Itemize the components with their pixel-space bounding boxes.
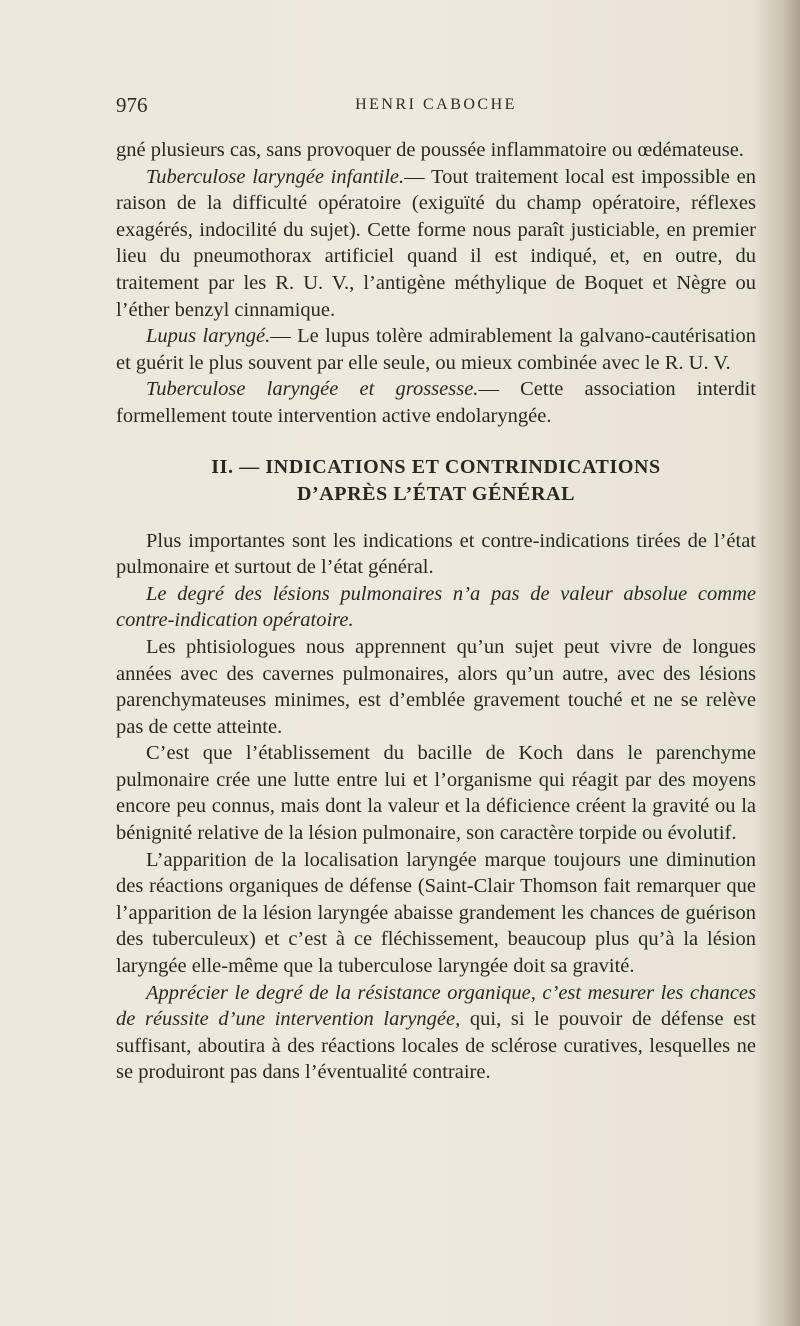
paragraph-text: C’est que l’établissement du bacille de Koch dans le parenchyme pulmonaire crée une lutte entre lui et l’organisme qui réagit par des moyens encore peu connus, mais dont la valeur et la déficience créent la gravité ou la bénignité relative de la lésion pulmonaire, son caractère torpide ou évolutif. [116, 742, 756, 845]
paragraph-text: Les phtisiologues nous apprennent qu’un sujet peut vivre de longues années avec des cavernes pulmonaires, alors qu’un autre, avec des lésions parenchymateuses minimes, est d’emblée gravement touché et ne se relève pas de cette atteinte. [116, 635, 756, 738]
paragraph-lead-italic: Lupus laryngé. [146, 325, 271, 348]
paragraph-text: — Le lupus tolère admirablement la galvano-cautérisation et guérit le plus souvent par elle seule, ou mieux combinée avec le R. U. V. [116, 325, 756, 374]
section-title-line: D’APRÈS L’ÉTAT GÉNÉRAL [296, 482, 576, 505]
paragraph-pulmonary-lesions [116, 581, 756, 634]
paragraph-continued [116, 137, 756, 164]
paragraph-text: — Tout traitement local est impossible en raison de la difficulté opératoire (exiguïté du champ opératoire, réflexes exagérés, indocilité du sujet). Cette forme nous paraît justiciable, en premier lieu du pneumothorax artificiel quand il est indiqué, et, en outre, du traitement par les R. U. V., l’antigène méthylique de Boquet et Nègre ou l’éther benzyl cinnamique. [116, 165, 756, 321]
paragraph-pregnancy [116, 376, 756, 429]
paragraph-koch-bacillus [116, 740, 756, 846]
paragraph-text: Plus importantes sont les indications et contre-indications tirées de l’état pulmonaire et surtout de l’état général. [116, 529, 756, 579]
section-title-line: II. — INDICATIONS ET CONTRINDICATIONS [211, 455, 661, 478]
paragraph-text: gné plusieurs cas, sans provoquer de poussée inflammatoire ou œdémateuse. [116, 139, 744, 161]
paragraph-text: L’apparition de la localisation laryngée marque toujours une diminution des réactions organiques de défense (Saint-Clair Thomson fait remarquer que l’apparition de la lésion laryngée abaisse grandement les chances de guérison des tuberculeux) et c’est à ce fléchissement, beaucoup plus qu’à la lésion laryngée elle-même que la tuberculose laryngée doit sa gravité. [116, 848, 756, 978]
paragraph-italic: Le degré des lésions pulmonaires n’a pas de valeur absolue comme contre-indication opératoire. [116, 582, 756, 632]
paragraph-laryngeal-lupus [116, 323, 756, 376]
page-number: 976 [116, 93, 148, 117]
page-header [116, 93, 756, 123]
paragraph-indications [116, 528, 756, 581]
section-title [116, 430, 756, 528]
paragraph-organic-resistance [116, 980, 756, 1086]
paragraph-phthisiologists [116, 634, 756, 740]
paragraph-laryngeal-localisation [116, 847, 756, 980]
paragraph-text: qui, si le pouvoir de défense est suffisant, aboutira à des réactions locales de sclérose curatives, lesquelles ne se produiront pas dans l’éventualité contraire. [116, 1008, 756, 1084]
paragraph-lead-italic: Tuberculose laryngée et grossesse. [146, 378, 479, 401]
paragraph-infant-laryngeal-tuberculosis [116, 164, 756, 324]
paragraph-lead-italic: Tuberculose laryngée infantile. [146, 165, 405, 188]
running-head: HENRI CABOCHE [355, 96, 517, 113]
paragraph-text: — Cette association interdit formellement toute intervention active endolaryngée. [116, 378, 756, 427]
body-text [116, 137, 756, 1086]
paragraph-italic: Apprécier le degré de la résistance organique, c’est mesurer les chances de réussite d’une intervention laryngée, [116, 981, 756, 1031]
